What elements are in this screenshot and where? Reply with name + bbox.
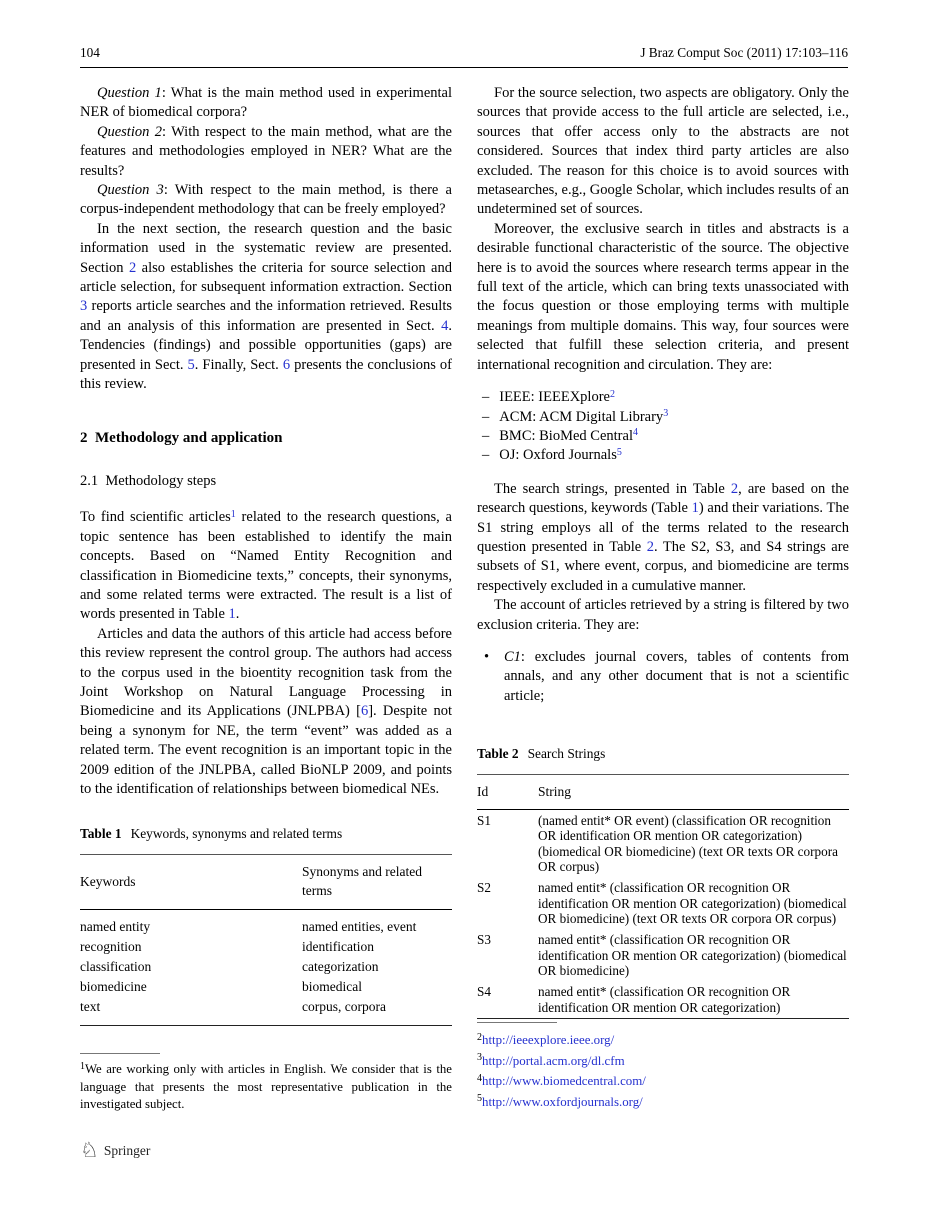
text-segment: , are based on the research questions, keywords (Table [477,480,849,517]
ref-link[interactable]: 1 [691,500,699,517]
section-heading: 2 Methodology and application [80,429,283,446]
italic-text: Question 3 [97,182,164,199]
text-segment: . Finally, Sect. [194,356,283,373]
superscript-ref-link[interactable]: 2 [609,388,615,400]
table-row [477,878,849,930]
footnotes-urls [477,1022,849,1112]
table-cell: named entity [80,918,151,934]
bullet-criterion-c1 [477,648,849,706]
footnote-4 [477,1071,849,1092]
dash-marker: – [482,408,490,425]
text-segment: For the source selection, two aspects are obligatory. Only the sources that provide access to the full article are selected, i.e., sources that offer access only to the abstracts are not considered. Sources that index third party articles are also excluded. The reason for this choice is to avoid sources with metasearches, e.g., Google Scholar, which includes results of an undetermined set of sources. [477,85,849,218]
right-column [477,84,849,1026]
text-segment: The search strings, presented in Table [494,480,731,497]
paragraph-to-find [80,508,452,624]
footnote-2-marker: 2 [477,1031,482,1043]
table-1-caption [80,824,452,843]
italic-text: Question 1 [97,85,162,101]
text-segment: also establishes the criteria for source selection and article selection, for subsequent information extraction. Section [80,259,452,296]
table-row [80,909,452,937]
springer-knight-icon: ♘ [80,1138,99,1162]
footnote-2-link[interactable]: http://ieeexplore.ieee.org/ [482,1033,615,1047]
footnote-5-marker: 5 [477,1093,482,1104]
table-cell: corpus, corpora [302,999,386,1014]
table-1-header-row [80,854,452,909]
paragraph-search-strings [477,480,849,596]
list-item-ieee [477,388,849,407]
ref-link[interactable]: 3 [80,298,88,315]
table-row [80,957,452,977]
page-number: 104 [80,45,100,60]
footnote-1-text [80,1061,452,1114]
footnote-4-link[interactable]: http://www.biomedcentral.com/ [482,1074,646,1088]
table-cell: categorization [302,958,379,974]
ref-link[interactable]: 5 [187,356,195,373]
table-cell: S3 [477,932,491,948]
table-cell: named entit* (classification OR recognition OR identification OR mention OR categorization) (biomedical OR biomedicine) (text OR texts OR corpora OR corpus) [538,880,847,927]
table-row [477,982,849,1019]
table-1-caption-text: Keywords, synonyms and related terms [130,826,343,842]
source-ieee [499,388,615,407]
two-column-body [80,84,849,1026]
table-row [80,997,452,1025]
text-segment: Moreover, the exclusive search in titles and abstracts is a desirable functional characteristic of the source. The objective here is to avoid the sources where research terms appear in the full text of the article, which can bring texts unassociated with the focus question or those employing terms with multiple meanings from multiple domains. This way, four sources were selected that fulfill these selection criteria, and present international recognition and circulation. They are: [477,220,849,373]
table-1 [80,854,452,1026]
text-segment: To find scientific articles [80,509,231,526]
table-cell: named entities, event [302,918,417,934]
text-segment: The account of articles retrieved by a string is filtered by two exclusion criteria. They are: [477,597,849,633]
superscript-ref-link[interactable]: 4 [632,427,638,439]
footnote-1 [80,1053,452,1114]
text-segment: OJ: Oxford Journals [499,447,617,464]
text-segment: IEEE: IEEEXplore [499,389,610,406]
page-header [80,45,848,61]
table-2-label: Table 2 [477,746,519,762]
table-cell: named entit* (classification OR recognition OR identification OR mention OR categorization) [538,984,791,1015]
paragraph-question-3 [80,181,452,220]
source-oj [499,446,622,465]
footnote-3-link[interactable]: http://portal.acm.org/dl.cfm [482,1053,625,1068]
paragraph-moreover [477,220,849,375]
footnote-3-marker: 3 [477,1052,482,1063]
criterion-c1-text [504,649,849,704]
footnote-marker: 1 [80,1060,85,1072]
text-segment: related to the research questions, a topic sentence has been established to identify the main concepts. Based on “Named Entity Recognition and classification in Biomedicine texts,” concepts, their synonyms, and some related terms were extracted. The result is a list of words presented in Table [80,509,452,623]
table-cell: classification [80,958,152,974]
paragraph-source-selection [477,84,849,220]
footnote-2 [477,1030,849,1051]
text-segment: : With respect to the main method, what are the features and methodologies employed in NER? What are the results? [80,123,452,179]
text-segment: ) and their variations. The S1 string employs all of the terms related to the research question presented in Table [477,500,850,555]
header-rule [80,67,848,68]
table-2-block [477,744,849,1019]
ref-link[interactable]: 4 [441,317,449,334]
table-2-caption [477,744,849,763]
table-cell: biomedical [302,978,362,994]
text-segment: BMC: BioMed Central [499,427,633,444]
source-bmc [499,427,638,446]
text-segment: . [235,606,240,623]
table-cell: recognition [80,938,142,954]
italic-text: C1 [504,648,521,665]
table-cell: (named entit* OR event) (classification OR recognition OR identification OR mention OR categorization) (biomedical OR biomedicine) (text OR texts OR corpora OR corpus) [538,812,838,875]
superscript-ref-link[interactable]: 5 [616,446,622,458]
sources-list [477,388,849,466]
text-segment: : excludes journal covers, tables of contents from annals, and any other document that is not a scientific article; [504,648,849,704]
ref-link[interactable]: 2 [128,259,137,276]
table-cell: S2 [477,880,491,896]
publisher-logo [80,1140,150,1161]
table-row [80,977,452,997]
footnote-3 [477,1051,849,1072]
paragraph-question-2 [80,123,452,181]
table-1-col-keywords: Keywords [80,854,302,909]
table-cell: S1 [477,812,491,828]
footnote-5-link[interactable]: http://www.oxfordjournals.org/ [482,1094,643,1109]
table-2-col-string: String [538,774,849,809]
table-cell: named entit* (classification OR recognition OR identification OR mention OR categorization) (biomedical OR biomedicine) [538,932,847,979]
table-2-caption-text: Search Strings [527,746,606,762]
ref-link[interactable]: 1 [228,606,236,623]
table-1-col-synonyms: Synonyms and related terms [302,854,452,909]
dash-marker: – [482,389,490,406]
ref-link[interactable]: 6 [360,703,369,720]
footnote-rule-left [80,1053,160,1054]
text-segment: . The S2, S3, and S4 strings are subsets of S1, where event, corpus, and biomedicine are terms respectively excluded in a cumulative manner. [477,538,849,594]
text-segment: reports article searches and the information retrieved. Results and an analysis of this information are presented in Sect. [80,298,452,334]
text-segment: : With respect to the main method, is there a corpus-independent methodology that can be freely employed? [80,182,452,218]
paragraph-account-filter [477,596,849,635]
subsection-heading: 2.1 Methodology steps [80,472,217,489]
table-1-label: Table 1 [80,826,122,842]
table-cell: text [80,999,101,1014]
source-acm [499,408,668,427]
list-item-bmc [477,427,849,446]
superscript-ref-link[interactable]: 1 [230,508,236,520]
table-cell: identification [302,938,374,954]
paragraph-question-1 [80,84,452,123]
ref-link[interactable]: 2 [730,480,739,497]
text-segment: . Tendencies (findings) and possible opportunities (gaps) are presented in Sect. [80,317,452,373]
table-1-block [80,824,452,1025]
text-segment: ACM: ACM Digital Library [499,408,664,425]
table-row [477,930,849,982]
footnote-4-marker: 4 [477,1072,482,1084]
table-2-col-id: Id [477,774,538,809]
table-cell: S4 [477,984,491,1000]
dash-marker: – [482,447,490,464]
bullet-marker: • [484,648,490,665]
footnote-5 [477,1092,849,1113]
text-segment: : What is the main method used in experimental NER of biomedical corpora? [80,85,452,121]
footnote-rule-right [477,1022,557,1023]
text-segment: presents the conclusions of this review. [80,356,452,393]
text-segment: In the next section, the research question and the basic information used in the systematic review are presented. Section [80,220,452,276]
superscript-ref-link[interactable]: 3 [663,408,669,419]
table-2-header-row [477,774,849,809]
ref-link[interactable]: 6 [282,356,291,373]
journal-reference: J Braz Comput Soc (2011) 17:103–116 [640,45,848,60]
text-segment: ]. Despite not being a synonym for NE, the term “event” was added as a related term. The event recognition is an important topic in the 2009 edition of the JNLPBA, called BioNLP 2009, and points to the identification of relationships between biomedical NEs. [80,703,452,797]
left-column [80,84,452,1026]
paragraph-articles-control-group [80,625,452,800]
list-item-oj [477,446,849,465]
paragraph-section-overview [80,220,452,395]
publisher-name: Springer [103,1142,151,1158]
table-row [80,937,452,957]
list-item-acm [477,408,849,427]
text-segment: Articles and data the authors of this article had access before this review represent the control group. The authors had access to the corpus used in the bioentity recognition task from the Joint Workshop on Natural Language Processing in Biomedicine and its Applications (JNLPBA) [ [80,625,452,720]
table-2 [477,774,849,1019]
dash-marker: – [482,427,490,444]
ref-link[interactable]: 2 [646,538,654,555]
text-segment: We are working only with articles in English. We consider that is the language that presents the most representative publication in the investigated subject. [80,1062,452,1111]
table-cell: biomedicine [80,978,147,994]
italic-text: Question 2 [97,123,162,140]
table-row [477,810,849,878]
